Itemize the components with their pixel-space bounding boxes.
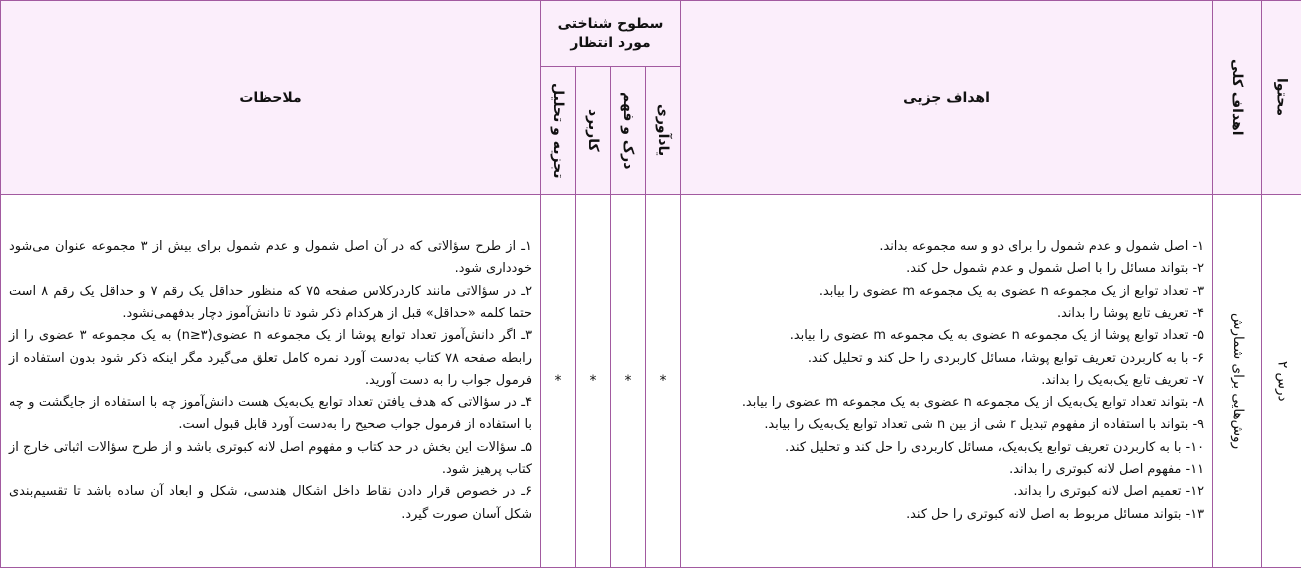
cell-specific-goals xyxy=(681,195,1213,568)
list-item: ۶ـ در خصوص قرار دادن نقاط داخل اشکال هندسی، شکل و ابعاد آن ساده باشد تا تقسیم‌بندی شکل آسان صورت گیرد. xyxy=(9,484,532,522)
list-item: ۲- بتواند مسائل را با اصل شمول و عدم شمول حل کند. xyxy=(906,261,1205,277)
header-content xyxy=(1262,1,1301,195)
level-mark-analysis: * xyxy=(541,195,576,568)
lesson-name: درس ۲ xyxy=(1274,360,1291,402)
list-item: ۶- با به کاربردن تعریف توابع پوشا، مسائل کاربردی را حل کند و تحلیل کند. xyxy=(807,350,1205,366)
header-content-label: محتوا xyxy=(1273,78,1290,117)
header-notes: ملاحظات xyxy=(1,1,541,195)
level-mark-comprehension: * xyxy=(611,195,646,568)
header-level-comprehension-label: درک و فهم xyxy=(620,91,637,170)
header-cognitive-levels-line-1: سطوح شناختی xyxy=(557,15,664,32)
list-item: ۱- اصل شمول و عدم شمول را برای دو و سه مجموعه بداند. xyxy=(879,239,1205,255)
cell-general-goal xyxy=(1213,195,1262,568)
list-item: ۷- تعریف تابع یک‌به‌یک را بداند. xyxy=(1041,372,1205,388)
level-mark-recall: * xyxy=(646,195,681,568)
specific-goals-list xyxy=(681,233,1212,529)
list-item: ۸- بتواند تعداد توابع یک‌به‌یک از یک مجموعه n عضوی به یک مجموعه m عضوی را بیابد. xyxy=(741,395,1205,411)
list-item: ۱ـ از طرح سؤالاتی که در آن اصل شمول و عدم شمول برای بیش از ۳ مجموعه عنوان می‌شود خودداری شود. xyxy=(9,239,532,277)
list-item: ۵ـ سؤالات این بخش در حد کتاب و مفهوم اصل لانه کبوتری باشد و از طرح سؤالات اثباتی خارج از کتاب پرهیز شود. xyxy=(9,439,532,478)
list-item: ۵- تعداد توابع پوشا از یک مجموعه n عضوی به یک مجموعه m عضوی را بیابد. xyxy=(789,328,1205,344)
header-level-application-label: کاربرد xyxy=(585,109,602,152)
header-specific-goals: اهداف جزیی xyxy=(681,1,1213,195)
header-level-analysis xyxy=(541,67,576,195)
header-level-recall-label: یادآوری xyxy=(655,104,672,157)
header-level-comprehension xyxy=(611,67,646,195)
table-row xyxy=(1,195,1301,568)
header-level-analysis-label: تجزیه و تحلیل xyxy=(550,82,567,179)
header-cognitive-levels-line-2: مورد انتظار xyxy=(570,34,651,51)
header-cognitive-levels xyxy=(541,1,681,67)
list-item: ۲ـ در سؤالاتی مانند کاردرکلاس صفحه ۷۵ که منظور حداقل یک رقم ۷ و حداقل یک رقم ۸ است حتما کلمه «حداقل» قبل از هرکدام ذکر شود تا دانش‌آموز دچار بدفهمی‌نشود. xyxy=(9,283,533,321)
notes-list xyxy=(1,233,540,529)
list-item: ۳- تعداد توابع از یک مجموعه n عضوی به یک مجموعه m عضوی را بیابد. xyxy=(818,283,1205,299)
list-item: ۳ـ اگر دانش‌آموز تعداد توابع پوشا از یک مجموعه n عضوی(n≥۳) به یک مجموعه ۳ عضوی را از رابطه صفحه ۷۸ کتاب به‌دست آورد نمره کامل تعلق می‌گیرد مگر اینکه ذکر شود بدون استفاده از فرمول جواب را به دست آورید. xyxy=(9,328,533,388)
list-item: ۴ـ در سؤالاتی که هدف یافتن تعداد توابع یک‌به‌یک هست دانش‌آموز چه با استفاده از جایگشت و چه با استفاده از فرمول جواب صحیح را به‌دست آورد قابل قبول است. xyxy=(9,395,532,433)
list-item: ۴- تعریف تابع پوشا را بداند. xyxy=(1056,305,1205,321)
header-general-goals xyxy=(1213,1,1262,195)
list-item: ۱۱- مفهوم اصل لانه کبوتری را بداند. xyxy=(1009,462,1205,478)
list-item: ۱۳- بتواند مسائل مربوط به اصل لانه کبوتری را حل کند. xyxy=(906,506,1205,522)
list-item: ۱۰- با به کاربردن تعریف توابع یک‌به‌یک، مسائل کاربردی را حل کند و تحلیل کند. xyxy=(785,439,1205,455)
header-general-goals-label: اهداف کلی xyxy=(1229,59,1246,136)
cell-content xyxy=(1262,195,1301,568)
level-mark-application: * xyxy=(576,195,611,568)
header-level-recall xyxy=(646,67,681,195)
cell-notes xyxy=(1,195,541,568)
list-item: ۱۲- تعمیم اصل لانه کبوتری را بداند. xyxy=(1013,484,1205,500)
general-goal-text: روش‌هایی برای شمارش xyxy=(1229,312,1246,450)
header-level-application xyxy=(576,67,611,195)
list-item: ۹- بتواند با استفاده از مفهوم تبدیل r شی از بین n شی تعداد توابع یک‌به‌یک را بیابد. xyxy=(764,417,1205,433)
